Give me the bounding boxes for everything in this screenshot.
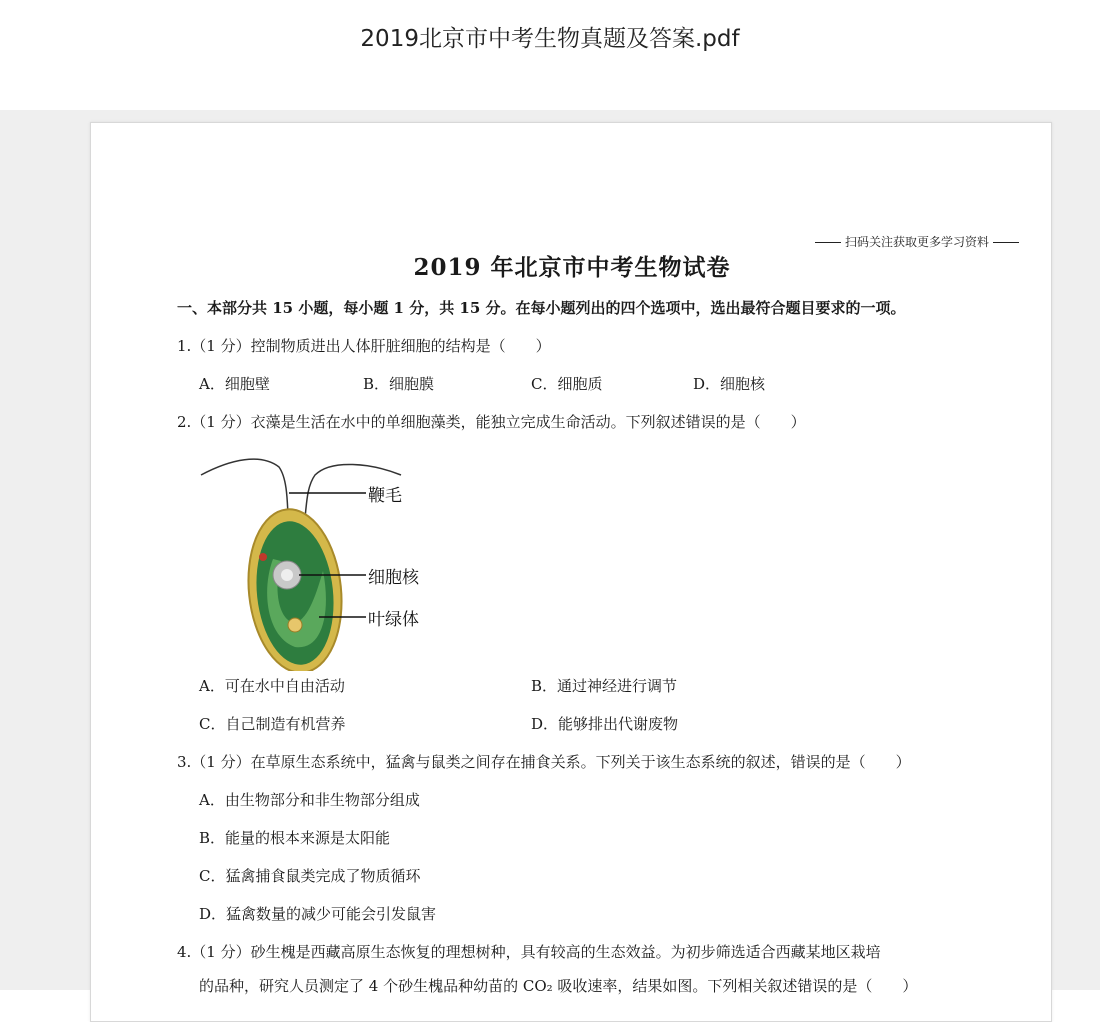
q2-option-c: C．自己制造有机营养 (199, 715, 346, 733)
question-4-stem-line2: 的品种，研究人员测定了 4 个砂生槐品种幼苗的 CO₂ 吸收速率，结果如图。下列相关叙述错误的是（ ） (199, 977, 918, 995)
viewer-header (0, 0, 1100, 110)
header-note-text: 扫码关注获取更多学习资料 (844, 235, 989, 249)
pdf-page (90, 122, 1052, 1022)
q1-option-c: C．细胞质 (531, 375, 603, 393)
label-nucleus: 细胞核 (368, 568, 419, 588)
dash-right (993, 242, 1019, 243)
file-title: 2019北京市中考生物真题及答案.pdf (360, 26, 740, 52)
section-heading: 一、本部分共 15 小题，每小题 1 分，共 15 分。在每小题列出的四个选项中，选出最符合题目要求的一项。 (177, 299, 906, 317)
q3-option-d: D．猛禽数量的减少可能会引发鼠害 (199, 905, 437, 923)
eyespot-shape (259, 553, 267, 561)
exam-title: 2019 年北京市中考生物试卷 (413, 254, 731, 281)
chlamydomonas-figure (191, 441, 451, 671)
pyrenoid-shape (288, 618, 302, 632)
q2-option-d: D．能够排出代谢废物 (531, 715, 679, 733)
question-2-stem: 2.（1 分）衣藻是生活在水中的单细胞藻类，能独立完成生命活动。下列叙述错误的是（ ） (177, 413, 806, 431)
q3-option-b: B．能量的根本来源是太阳能 (199, 829, 391, 847)
label-flagellum: 鞭毛 (368, 486, 402, 506)
q2-option-b: B．通过神经进行调节 (531, 677, 678, 695)
label-chloroplast: 叶绿体 (368, 610, 419, 630)
q1-option-b: B．细胞膜 (363, 375, 435, 393)
question-1-stem: 1.（1 分）控制物质进出人体肝脏细胞的结构是（ ） (177, 337, 551, 355)
nucleolus-shape (281, 569, 293, 581)
document-viewport[interactable] (0, 110, 1100, 995)
q3-option-a: A．由生物部分和非生物部分组成 (199, 791, 420, 809)
chlamydomonas-illustration (191, 441, 451, 671)
q1-option-a: A．细胞壁 (199, 375, 270, 393)
dash-left (815, 242, 841, 243)
q2-option-a: A．可在水中自由活动 (199, 677, 345, 695)
q3-option-c: C．猛禽捕食鼠类完成了物质循环 (199, 867, 421, 885)
question-4-stem: 4.（1 分）砂生槐是西藏高原生态恢复的理想树种，具有较高的生态效益。为初步筛选适合西藏某地区栽培 (177, 943, 881, 961)
page-header-note (811, 233, 1023, 250)
q1-option-d: D．细胞核 (693, 375, 766, 393)
question-3-stem: 3.（1 分）在草原生态系统中，猛禽与鼠类之间存在捕食关系。下列关于该生态系统的叙述，错误的是（ ） (177, 753, 911, 771)
